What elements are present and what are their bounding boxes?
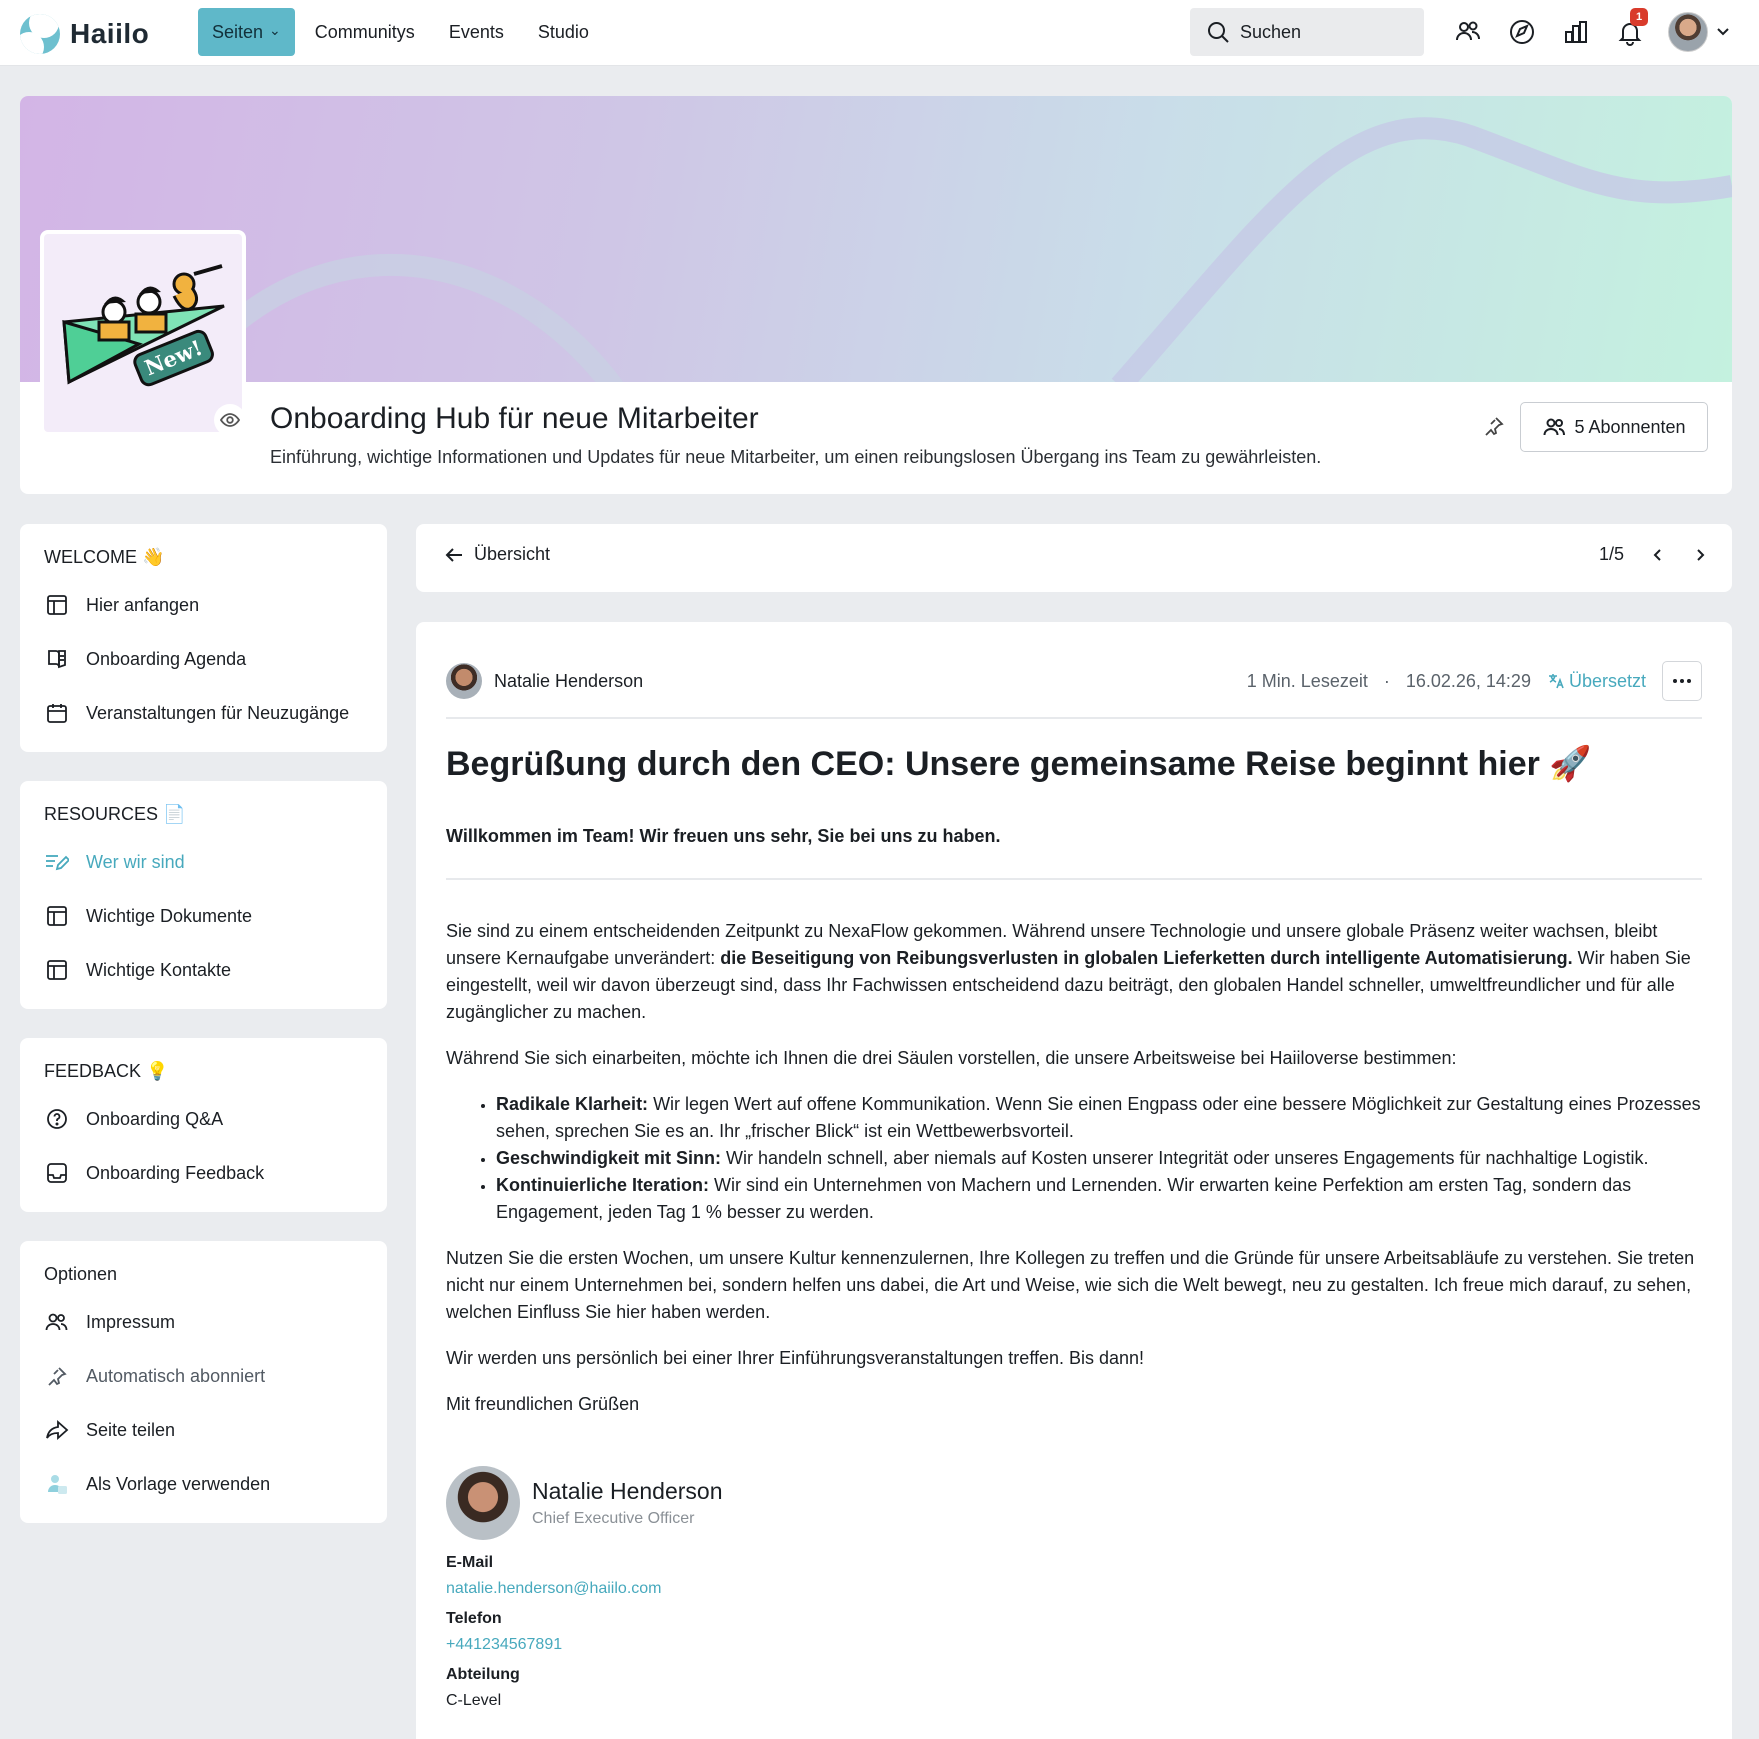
paragraph: Mit freundlichen Grüßen (446, 1394, 640, 1414)
user-menu[interactable] (1668, 14, 1732, 50)
onboarding-illustration (44, 234, 242, 432)
compass-icon[interactable] (1506, 14, 1538, 50)
sidebar-item-label: Automatisch abonniert (86, 1365, 266, 1386)
divider (446, 878, 1702, 880)
department-field (446, 1666, 520, 1716)
sidebar-item-impressum[interactable] (44, 1295, 363, 1349)
search-label: Suchen (1240, 21, 1302, 42)
sidebar-item-onboarding-qa[interactable] (44, 1092, 363, 1146)
sidebar-item-label: Onboarding Feedback (86, 1162, 265, 1183)
page-subtitle: Einführung, wichtige Informationen und Updates für neue Mitarbeiter, um einen reibungslosen Übergang ins Team zu gewährleisten. (270, 447, 1322, 467)
search-icon (1206, 20, 1230, 44)
more-icon (1672, 678, 1692, 684)
nav-item-communitys[interactable]: Communitys (314, 22, 415, 42)
page-header-card (20, 96, 1732, 494)
pin-icon[interactable] (1476, 408, 1512, 444)
pin-icon (44, 1363, 70, 1389)
list-item: • Geschwindigkeit mit Sinn: Wir handeln schnell, aber niemals auf Kosten unserer Integrität oder unseres Engagements für nachhaltige Logistik. (496, 1145, 1702, 1172)
more-options-button[interactable] (1662, 661, 1702, 701)
people-icon[interactable] (1452, 14, 1484, 50)
section-title-resources: RESOURCES 📄 (44, 804, 186, 824)
share-icon (44, 1417, 70, 1443)
nav-item-seiten[interactable]: Seiten ⌄ (198, 8, 295, 56)
sidebar-item-label: Als Vorlage verwenden (86, 1473, 271, 1494)
pager (1599, 544, 1708, 565)
sidebar-section-feedback (20, 1038, 387, 1212)
sidebar-item-als-vorlage[interactable] (44, 1457, 363, 1511)
sidebar-item-label: Seite teilen (86, 1419, 176, 1440)
sidebar-item-veranstaltungen[interactable] (44, 686, 363, 740)
sidebar-item-hier-anfangen[interactable] (44, 578, 363, 632)
sidebar-item-wichtige-dokumente[interactable] (44, 889, 363, 943)
sidebar-item-label: Wichtige Dokumente (86, 905, 253, 926)
sidebar-section-optionen (20, 1241, 387, 1523)
top-icons (1452, 11, 1732, 50)
divider (446, 717, 1702, 719)
question-icon (44, 1106, 70, 1132)
users-icon (44, 1309, 70, 1335)
sidebar-item-label: Wer wir sind (86, 851, 185, 872)
department-label: Abteilung (446, 1666, 520, 1683)
publish-date: 16.02.26, 14:29 (1405, 670, 1531, 691)
notification-badge: 1 (1630, 8, 1648, 26)
haiilo-logo[interactable] (20, 14, 149, 54)
book-icon (44, 646, 70, 672)
calendar-icon (44, 700, 70, 726)
sidebar-item-label: Onboarding Q&A (86, 1108, 224, 1129)
new-badge: New! (141, 334, 206, 381)
article-title: Begrüßung durch den CEO: Unsere gemeinsame Reise beginnt hier 🚀 (446, 745, 1592, 783)
bell-icon[interactable] (1614, 11, 1646, 50)
article-intro: Willkommen im Team! Wir freuen uns sehr, Sie bei uns zu haben. (446, 826, 1001, 846)
nav-item-studio[interactable]: Studio (537, 22, 589, 42)
layout-icon (44, 592, 70, 618)
sidebar-item-label: Onboarding Agenda (86, 648, 247, 669)
sidebar-section-welcome (20, 524, 387, 752)
paragraph: Wir werden uns persönlich bei einer Ihrer Einführungsveranstaltungen treffen. Bis dann! (446, 1348, 1145, 1368)
search-input[interactable] (1190, 8, 1424, 56)
email-link[interactable]: natalie.henderson@haiilo.com (446, 1580, 662, 1597)
sidebar-item-label: Impressum (86, 1311, 176, 1332)
inbox-icon (44, 1160, 70, 1186)
section-title-optionen: Optionen (44, 1264, 118, 1284)
back-label: Übersicht (474, 544, 551, 564)
layout-icon (44, 957, 70, 983)
translated-label: Übersetzt (1568, 670, 1646, 691)
sidebar-item-wichtige-kontakte[interactable] (44, 943, 363, 997)
article-navigation (416, 524, 1732, 592)
sidebar-item-label: Wichtige Kontakte (86, 959, 232, 980)
avatar (446, 1466, 520, 1540)
page-position: 1/5 (1598, 544, 1624, 564)
sidebar-item-onboarding-agenda[interactable] (44, 632, 363, 686)
chevron-down-icon (1716, 25, 1730, 39)
paragraph: Nutzen Sie die ersten Wochen, um unsere Kultur kennenzulernen, Ihre Kollegen zu treffen und die Gründe für unsere Arbeitsabläufe zu verstehen. Sie treten nicht nur einem Unternehmen bei, sondern helfen uns dabei, die Art und Weise, wie sich die Welt bewegt, neu zu gestalten. Ich freue mich darauf, zu sehen, welchen Einfluss Sie hier haben werden. (446, 1248, 1695, 1322)
subscribers-button[interactable] (1520, 402, 1708, 452)
email-label: E-Mail (446, 1554, 494, 1571)
users-icon (1542, 415, 1566, 439)
phone-field (446, 1610, 562, 1660)
main-nav (198, 8, 609, 56)
sidebar-item-automatisch-abonniert[interactable] (44, 1349, 363, 1403)
author-name[interactable]: Natalie Henderson (494, 670, 644, 691)
pillars-list (446, 1091, 1702, 1226)
article-card (416, 622, 1732, 1739)
article-body (446, 918, 1702, 1437)
page-avatar (40, 230, 246, 436)
read-time: 1 Min. Lesezeit (1246, 670, 1368, 691)
translated-toggle[interactable] (1547, 671, 1646, 692)
nav-item-events[interactable]: Events (448, 22, 504, 42)
list-item: • Radikale Klarheit: Wir legen Wert auf offene Kommunikation. Wenn Sie einen Engpass oder eine bessere Möglichkeit zur Gestaltung eines Prozesses sehen, sprechen Sie es an. Ihr „frischer Blick“ ist ein Wettbewerbsvorteil. (496, 1091, 1702, 1145)
brand-name: Haiilo (70, 18, 150, 49)
edit-list-icon (44, 849, 70, 875)
phone-label: Telefon (446, 1610, 502, 1627)
chevron-left-icon[interactable] (1650, 547, 1666, 563)
email-field (446, 1554, 661, 1604)
subscribers-label: 5 Abonnenten (1574, 416, 1686, 437)
sidebar-item-label: Hier anfangen (86, 594, 200, 615)
signature-name: Natalie Henderson (532, 1478, 723, 1504)
sidebar-section-resources (20, 781, 387, 1009)
section-title-feedback: FEEDBACK 💡 (44, 1061, 169, 1081)
paragraph: Während Sie sich einarbeiten, möchte ich Ihnen die drei Säulen vorstellen, die unsere Arbeitsweise bei Haiiloverse bestimmen: (446, 1048, 1457, 1068)
analytics-icon[interactable] (1560, 14, 1592, 50)
meta-separator: · (1383, 670, 1390, 691)
sidebar-item-onboarding-feedback[interactable] (44, 1146, 363, 1200)
template-icon (44, 1471, 70, 1497)
sidebar-item-seite-teilen[interactable] (44, 1403, 363, 1457)
arrow-left-icon (444, 545, 464, 565)
article-meta (446, 660, 1702, 702)
phone-link[interactable]: +441234567891 (446, 1636, 563, 1653)
top-navigation-bar (0, 0, 1759, 66)
avatar (1668, 12, 1708, 52)
sidebar-item-label: Veranstaltungen für Neuzugänge (86, 702, 350, 723)
layout-icon (44, 903, 70, 929)
page-title: Onboarding Hub für neue Mitarbeiter (270, 402, 759, 435)
haiilo-logo-mark (20, 14, 60, 54)
back-to-overview-button[interactable] (444, 544, 550, 565)
section-title-welcome: WELCOME 👋 (44, 547, 165, 567)
paragraph: Sie sind zu einem entscheidenden Zeitpunkt zu NexaFlow gekommen. Während unsere Technologie und unsere globale Präsenz weiter wachsen, bleibt unsere Kernaufgabe unverändert: die Beseitigung von Reibungsverlusten in globalen Lieferketten durch intelligente Automatisierung. Wir haben Sie eingestellt, weil wir davon überzeugt sind, dass Ihr Fachwissen entscheidend dazu beiträgt, den globalen Handel schneller, umweltfreundlicher und für alle zugänglicher zu machen. (446, 921, 1691, 1022)
list-item: • Kontinuierliche Iteration: Wir sind ein Unternehmen von Machern und Lernenden. Wir erwarten keine Perfektion am ersten Tag, sondern das Engagement, jeden Tag 1 % besser zu werden. (496, 1172, 1702, 1226)
department-value: C-Level (446, 1692, 502, 1709)
avatar[interactable] (446, 663, 482, 699)
sidebar-item-wer-wir-sind[interactable] (44, 835, 363, 889)
visibility-icon[interactable] (214, 404, 246, 436)
cover-banner (20, 96, 1732, 382)
translate-icon (1547, 672, 1565, 690)
chevron-right-icon[interactable] (1692, 547, 1708, 563)
signature-role: Chief Executive Officer (532, 1510, 695, 1527)
